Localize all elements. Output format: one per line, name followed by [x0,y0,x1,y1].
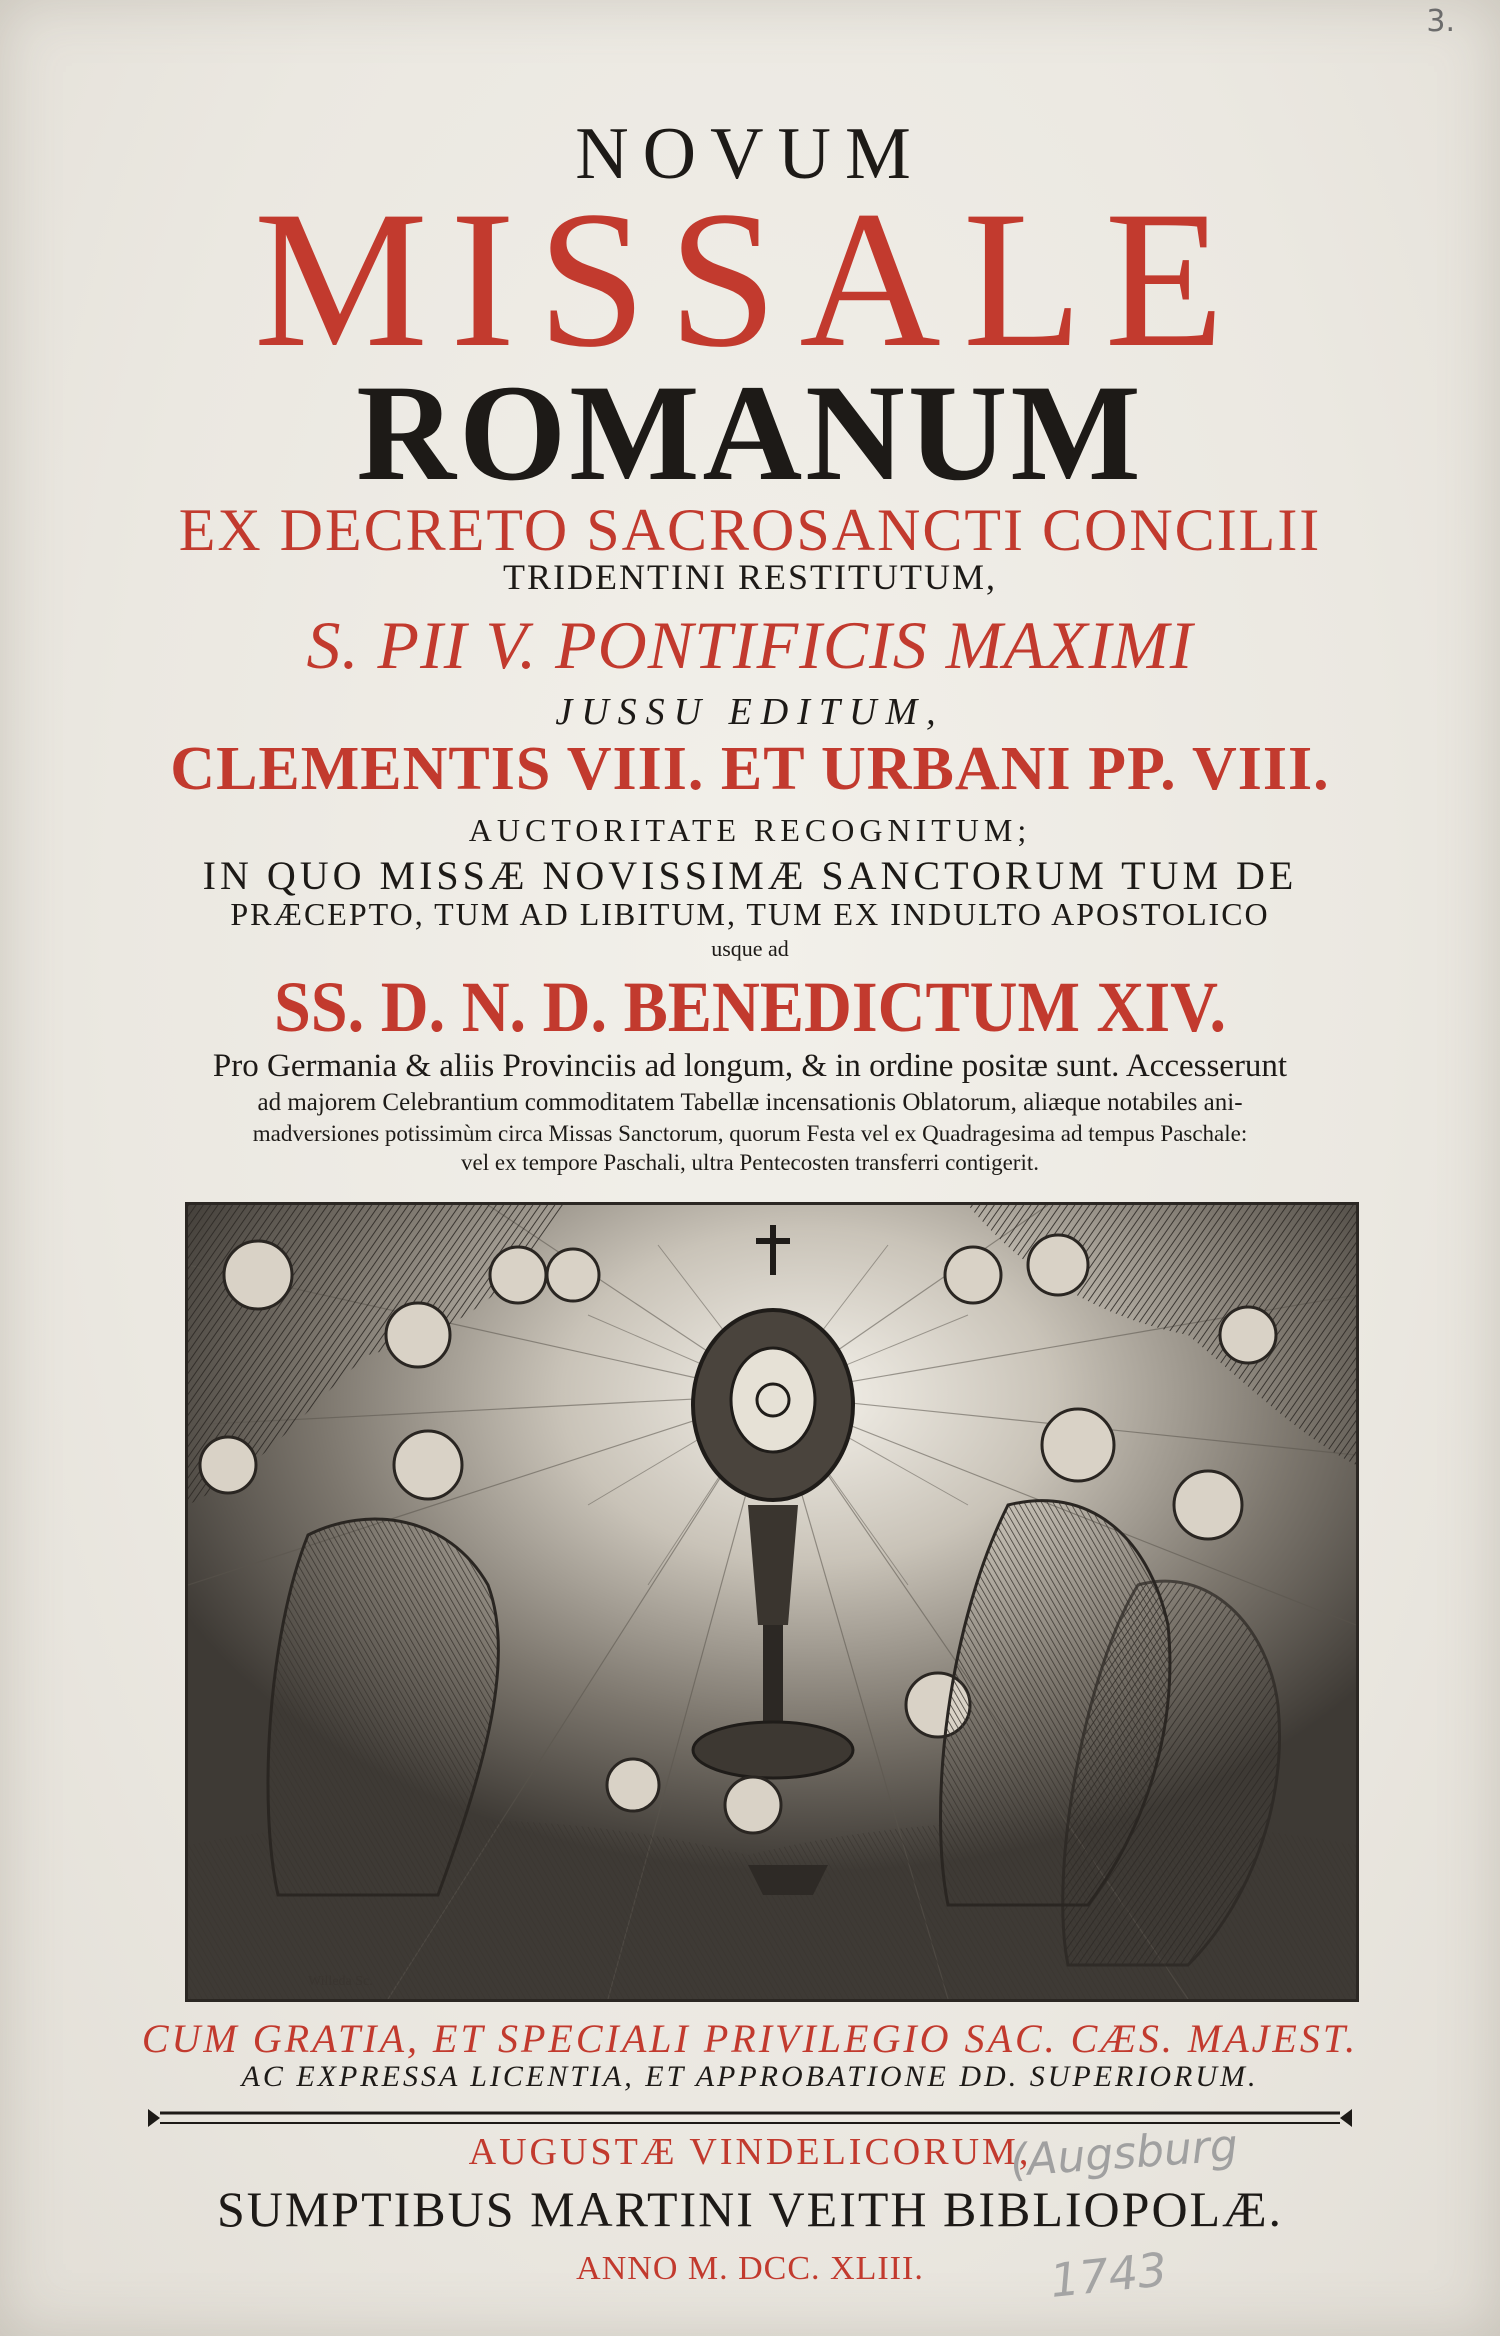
title-missale: MISSALE [253,171,1247,388]
imprint-place: AUGUSTÆ VINDELICORUM, [468,2131,1032,2173]
privilege-ac-expressa: AC EXPRESSA LICENTIA, ET APPROBATIONE DD. SUPERIORUM. [241,2060,1259,2093]
imprint-publisher: SUMPTIBUS MARTINI VEITH BIBLIOPOLÆ. [216,2181,1284,2237]
subtitle-jussu: JUSSU EDITUM, [555,691,945,733]
subtitle-benedictum: SS. D. N. D. BENEDICTUM XIV. [273,967,1227,1047]
text-vel-ex: vel ex tempore Paschali, ultra Pentecosten transferri contigerit. [461,1150,1039,1175]
text-ad-majorem: ad majorem Celebrantium commoditatem Tabellæ incensationis Oblatorum, aliæque notabiles ani- [257,1089,1243,1116]
imprint-year: ANNO M. DCC. XLIII. [576,2250,924,2287]
pencil-note-year: 1743 [1047,2242,1170,2308]
subtitle-usque: usque ad [711,936,789,961]
subtitle-praecepto: PRÆCEPTO, TUM AD LIBITUM, TUM EX INDULTO APOSTOLICO [230,896,1270,932]
subtitle-auctoritate: AUCTORITATE RECOGNITUM; [468,812,1032,848]
pencil-note-place: (Augsburg [1008,2120,1240,2187]
engraving-image [188,1205,1356,1999]
text-madversiones: madversiones potissimùm circa Missas Sanctorum, quorum Festa vel ex Quadragesima ad tempus Paschale: [252,1121,1248,1146]
privilege-cum-gratia: CUM GRATIA, ET SPECIALI PRIVILEGIO SAC. CÆS. MAJEST. [141,2016,1359,2061]
subtitle-tridentini: TRIDENTINI RESTITUTUM, [503,557,997,597]
shelfmark-note: 3. [1426,4,1455,39]
engraver-signature: Willeda Sc. [308,1974,373,1989]
subtitle-in-quo: IN QUO MISSÆ NOVISSIMÆ SANCTORUM TUM DE [202,853,1298,898]
title-romanum: ROMANUM [356,356,1144,509]
subtitle-ex-decreto: EX DECRETO SACROSANCTI CONCILII [178,497,1322,563]
title-novum: NOVUM [575,113,925,195]
subtitle-clementis: CLEMENTIS VIII. ET URBANI PP. VIII. [170,735,1330,803]
engraving-monstrance [185,1202,1359,2002]
subtitle-pius-v: S. PII V. PONTIFICIS MAXIMI [306,607,1194,683]
text-pro-germania: Pro Germania & aliis Provinciis ad longum, & in ordine positæ sunt. Accesserunt [212,1048,1288,1084]
